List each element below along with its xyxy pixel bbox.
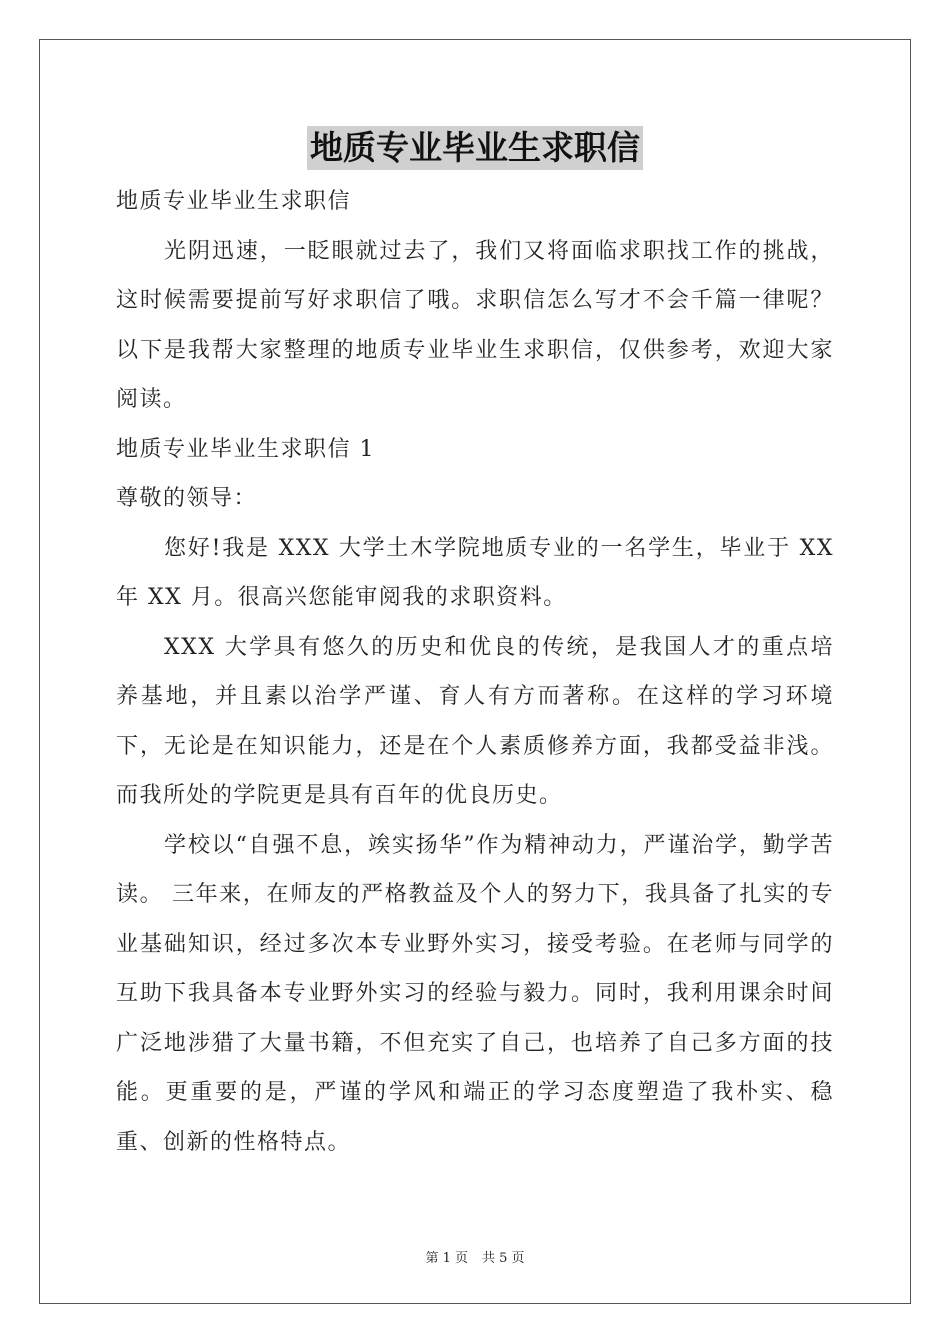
page-number: 第 1 页: [425, 1251, 468, 1266]
page-footer: [0, 1247, 950, 1266]
document-body: [116, 177, 834, 1167]
body-paragraph: 您好!我是 XXX 大学土木学院地质专业的一名学生，毕业于 XX 年 XX 月。很高兴您能审阅我的求职资料。: [116, 535, 834, 610]
title-wrap: [0, 126, 950, 170]
letter-heading: 地质专业毕业生求职信 1: [116, 436, 375, 462]
subtitle-paragraph: 地质专业毕业生求职信: [116, 189, 352, 214]
body-paragraph: 学校以“自强不息，竢实扬华”作为精神动力，严谨治学，勤学苦读。 三年来，在师友的严格教益及个人的努力下，我具备了扎实的专业基础知识，经过多次本专业野外实习，接受考验。在老师与同学的互助下我具备本专业野外实习的经验与毅力。同时，我利用课余时间广泛地涉猎了大量书籍，不但充实了自己，也培养了自己多方面的技能。更重要的是，严谨的学风和端正的学习态度塑造了我朴实、稳重、创新的性格特点。: [116, 832, 834, 1155]
document-title: 地质专业毕业生求职信: [307, 126, 643, 170]
salutation: 尊敬的领导：: [116, 486, 258, 511]
intro-paragraph: 光阴迅速，一眨眼就过去了，我们又将面临求职找工作的挑战，这时候需要提前写好求职信了哦。求职信怎么写才不会千篇一律呢？以下是我帮大家整理的地质专业毕业生求职信，仅供参考，欢迎大家阅读。: [116, 238, 834, 412]
page-total: 共 5 页: [482, 1251, 525, 1266]
body-paragraph: XXX 大学具有悠久的历史和优良的传统，是我国人才的重点培养基地，并且素以治学严谨、育人有方而著称。在这样的学习环境下，无论是在知识能力，还是在个人素质修养方面，我都受益非浅。而我所处的学院更是具有百年的优良历史。: [116, 634, 834, 808]
